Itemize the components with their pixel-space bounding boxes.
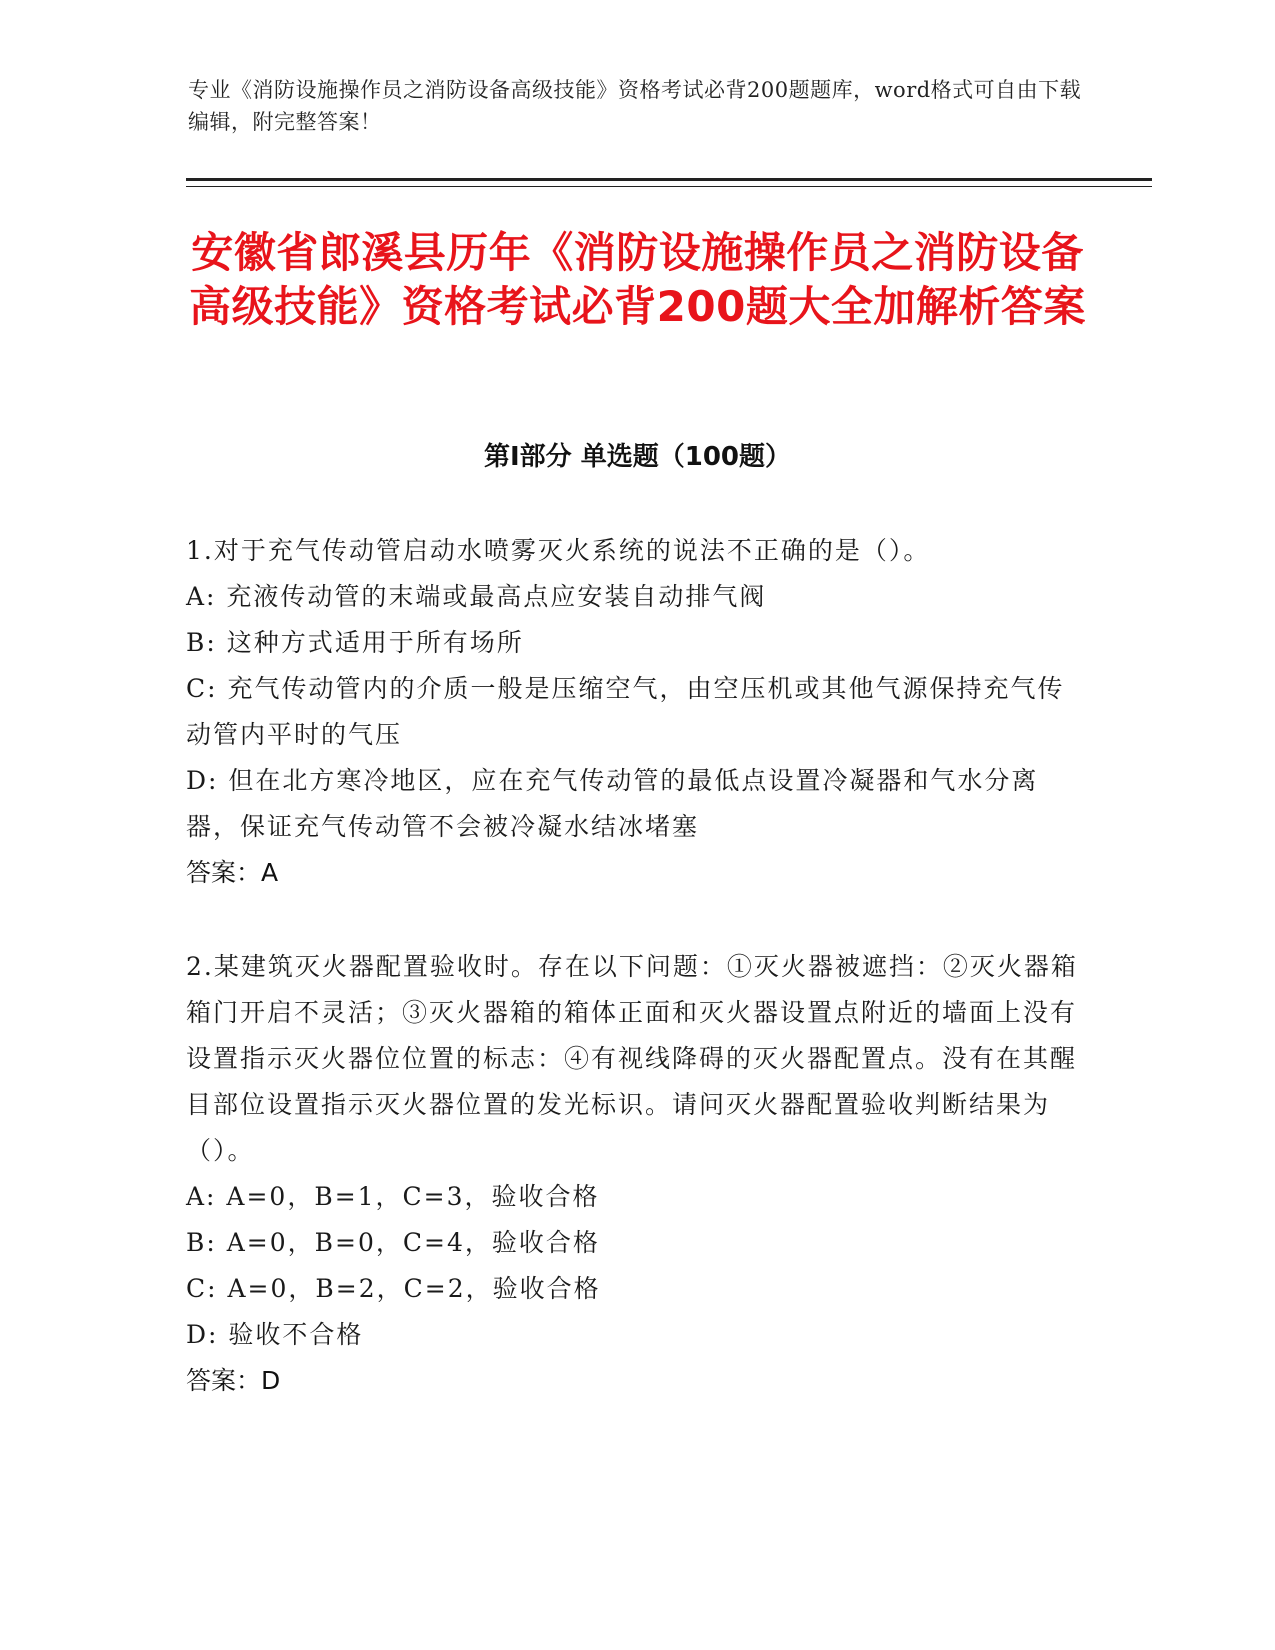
option-c: C: A=0，B=2，C=2，验收合格 <box>186 1274 601 1303</box>
question-list <box>186 528 1086 1452</box>
option-b: B: A=0，B=0，C=4，验收合格 <box>186 1228 600 1257</box>
answer: 答案：A <box>186 858 279 887</box>
question-stem: 1.对于充气传动管启动水喷雾灭火系统的说法不正确的是（）。 <box>186 536 931 565</box>
document-title: 安徽省郎溪县历年《消防设施操作员之消防设备高级技能》资格考试必背200题大全加解析答案 <box>189 228 1086 331</box>
header-rule-thick <box>186 178 1152 181</box>
question-item <box>186 944 1086 1404</box>
option-d: D: 但在北方寒冷地区，应在充气传动管的最低点设置冷凝器和气水分离器，保证充气传动管不会被冷凝水结冰堵塞 <box>186 766 1039 841</box>
header-rule-thin <box>186 186 1152 187</box>
header-note: 专业《消防设施操作员之消防设备高级技能》资格考试必背200题题库，word格式可自由下载编辑，附完整答案！ <box>188 78 1082 134</box>
option-a: A: 充液传动管的末端或最高点应安装自动排气阀 <box>186 582 767 611</box>
option-d: D: 验收不合格 <box>186 1320 364 1349</box>
question-stem: 2.某建筑灭火器配置验收时。存在以下问题：①灭火器被遮挡：②灭火器箱箱门开启不灵活；③灭火器箱的箱体正面和灭火器设置点附近的墙面上没有设置指示灭火器位位置的标志：④有视线降碍的灭火器配置点。没有在其醒目部位设置指示灭火器位置的发光标识。请问灭火器配置验收判断结果为（）。 <box>186 952 1078 1165</box>
answer: 答案：D <box>186 1366 281 1395</box>
option-a: A: A=0，B=1，C=3，验收合格 <box>186 1182 600 1211</box>
option-c: C: 充气传动管内的介质一般是压缩空气，由空压机或其他气源保持充气传动管内平时的气压 <box>186 674 1065 749</box>
section-heading: 第Ⅰ部分 单选题（100题） <box>484 442 791 472</box>
option-b: B: 这种方式适用于所有场所 <box>186 628 524 657</box>
question-item <box>186 528 1086 896</box>
